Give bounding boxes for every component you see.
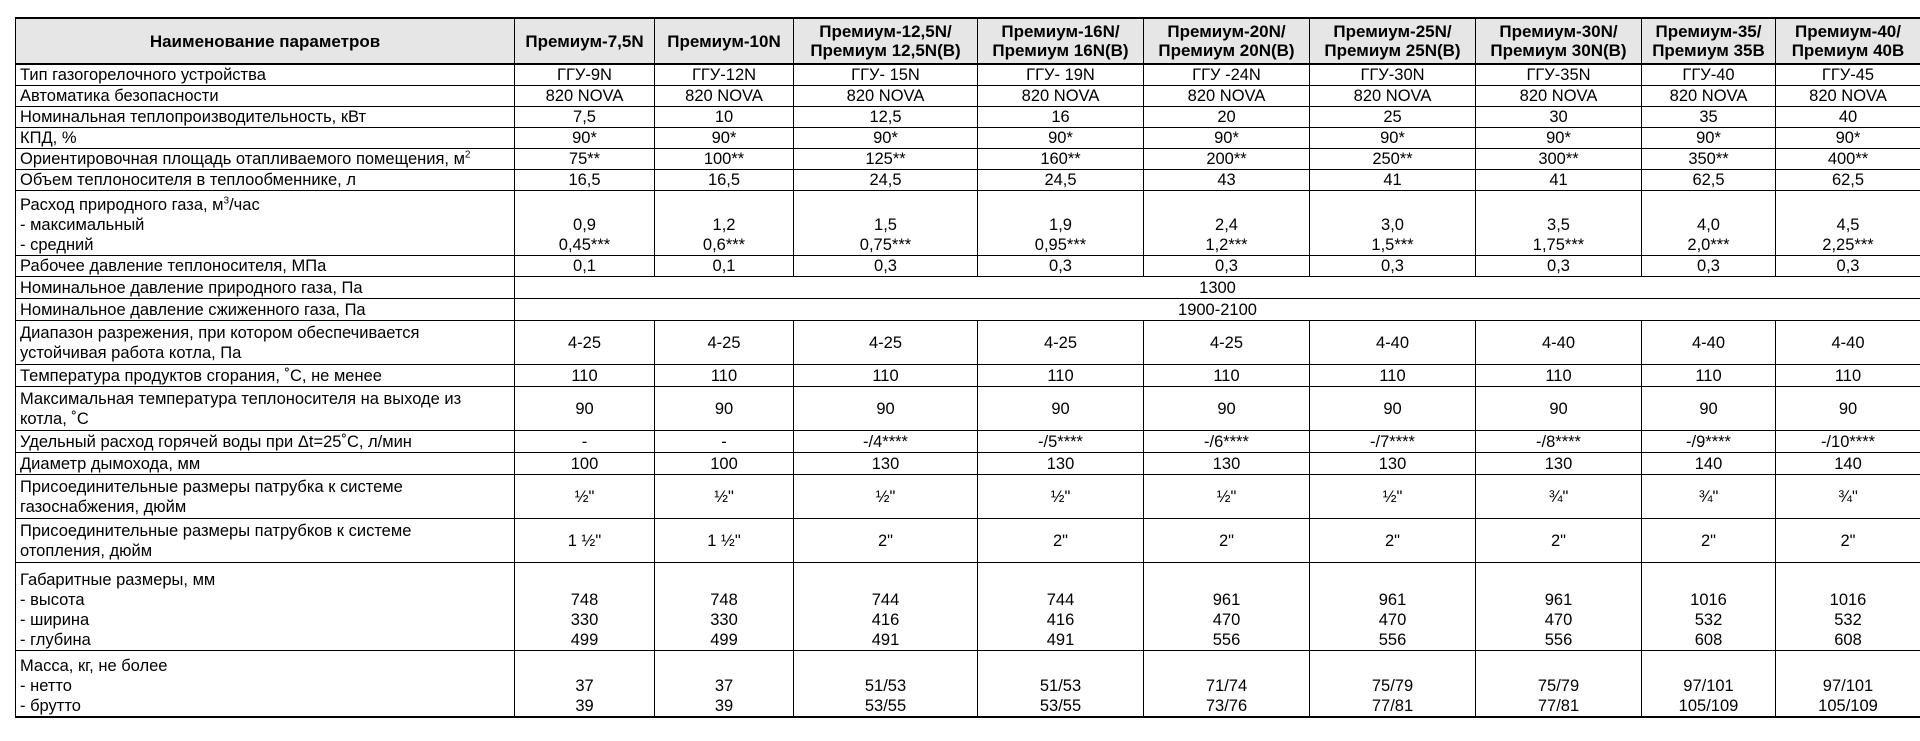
value-cell: 62,5 (1776, 170, 1920, 191)
value-cell: 51/53 53/55 (978, 651, 1144, 717)
value-cell: 820 NOVA (1144, 86, 1310, 107)
value-cell: ГГУ-45 (1776, 64, 1920, 86)
value-cell: 140 (1642, 453, 1776, 475)
value-cell: 160** (978, 149, 1144, 170)
value-cell: - (515, 431, 655, 453)
model-header: Премиум-40/ Премиум 40В (1776, 18, 1920, 64)
value-cell: 2" (1776, 519, 1920, 563)
value-cell: -/4**** (794, 431, 978, 453)
value-cell: 130 (794, 453, 978, 475)
value-cell: 20 (1144, 107, 1310, 128)
value-cell: 2" (978, 519, 1144, 563)
value-cell: 130 (1476, 453, 1642, 475)
value-cell: 90 (978, 387, 1144, 431)
param-label: Удельный расход горячей воды при Δt=25˚С, л/мин (16, 431, 515, 453)
value-cell: 90 (1776, 387, 1920, 431)
value-cell: 2" (1476, 519, 1642, 563)
param-label: Объем теплоносителя в теплообменнике, л (16, 170, 515, 191)
value-cell: 110 (978, 365, 1144, 387)
param-label: Тип газогорелочного устройства (16, 64, 515, 86)
model-header: Премиум-7,5N (515, 18, 655, 64)
value-cell: 90 (515, 387, 655, 431)
param-label: Диаметр дымохода, мм (16, 453, 515, 475)
row-volume (16, 170, 1920, 191)
value-cell: 1016 532 608 (1642, 563, 1776, 651)
value-cell: 350** (1642, 149, 1776, 170)
value-cell: 7,5 (515, 107, 655, 128)
value-cell: 110 (1476, 365, 1642, 387)
param-label: Присоединительные размеры патрубков к системе отопления, дюйм (16, 519, 515, 563)
value-cell: 1 ½" (655, 519, 794, 563)
value-cell: ½" (794, 475, 978, 519)
value-cell: 961 470 556 (1144, 563, 1310, 651)
value-cell: 0,3 (1310, 256, 1476, 277)
value-cell: ГГУ- 19N (978, 64, 1144, 86)
value-cell: 748 330 499 (515, 563, 655, 651)
param-label: Габаритные размеры, мм - высота - ширина - глубина (16, 563, 515, 651)
value-cell: 90* (655, 128, 794, 149)
value-cell: 51/53 53/55 (794, 651, 978, 717)
param-label: Ориентировочная площадь отапливаемого помещения, $м^2$ (16, 149, 515, 170)
value-cell: 110 (1776, 365, 1920, 387)
value-cell: 820 NOVA (515, 86, 655, 107)
value-cell: 110 (1144, 365, 1310, 387)
value-cell: ГГУ-12N (655, 64, 794, 86)
value-cell: ГГУ-30N (1310, 64, 1476, 86)
value-cell: ¾" (1476, 475, 1642, 519)
value-cell: 97/101 105/109 (1776, 651, 1920, 717)
value-cell: 71/74 73/76 (1144, 651, 1310, 717)
value-cell: 110 (1642, 365, 1776, 387)
value-cell: 2,4 1,2*** (1144, 191, 1310, 256)
value-cell: 140 (1776, 453, 1920, 475)
value-cell: 130 (1144, 453, 1310, 475)
value-cell: 744 416 491 (978, 563, 1144, 651)
row-gas-connection (16, 475, 1920, 519)
row-burner (16, 64, 1920, 86)
model-header: Премиум-20N/ Премиум 20N(В) (1144, 18, 1310, 64)
value-cell: 0,9 0,45*** (515, 191, 655, 256)
value-cell: ½" (655, 475, 794, 519)
value-cell: 90* (1776, 128, 1920, 149)
value-cell: 90* (978, 128, 1144, 149)
value-cell: 90 (794, 387, 978, 431)
value-cell: 90* (1476, 128, 1642, 149)
row-mass (16, 651, 1920, 717)
value-cell: 820 NOVA (1776, 86, 1920, 107)
model-header: Премиум-12,5N/ Премиум 12,5N(В) (794, 18, 978, 64)
value-cell: 10 (655, 107, 794, 128)
value-cell: ½" (1144, 475, 1310, 519)
model-header: Премиум-25N/ Премиум 25N(В) (1310, 18, 1476, 64)
value-cell: 25 (1310, 107, 1476, 128)
value-cell: 300** (1476, 149, 1642, 170)
row-chimney (16, 453, 1920, 475)
value-cell: 2" (1310, 519, 1476, 563)
value-cell: 125** (794, 149, 978, 170)
value-cell: ¾" (1642, 475, 1776, 519)
value-cell: 2" (1642, 519, 1776, 563)
row-draft (16, 321, 1920, 365)
value-cell: 43 (1144, 170, 1310, 191)
value-cell: -/6**** (1144, 431, 1310, 453)
value-cell: 16,5 (655, 170, 794, 191)
value-cell: 75/79 77/81 (1476, 651, 1642, 717)
value-cell: 820 NOVA (655, 86, 794, 107)
value-cell: 130 (1310, 453, 1476, 475)
value-cell: 100 (655, 453, 794, 475)
header-row (16, 18, 1920, 64)
value-cell: 130 (978, 453, 1144, 475)
value-cell: 961 470 556 (1476, 563, 1642, 651)
value-cell: 3,5 1,75*** (1476, 191, 1642, 256)
param-label: КПД, % (16, 128, 515, 149)
value-cell: ½" (515, 475, 655, 519)
value-cell: -/10**** (1776, 431, 1920, 453)
value-cell: 90* (1642, 128, 1776, 149)
spec-body (16, 64, 1920, 717)
value-cell: 100 (515, 453, 655, 475)
value-cell: 4,0 2,0*** (1642, 191, 1776, 256)
value-cell: 4-25 (978, 321, 1144, 365)
value-cell: 37 39 (655, 651, 794, 717)
model-header: Премиум-16N/ Премиум 16N(В) (978, 18, 1144, 64)
model-header: Премиум-35/ Премиум 35В (1642, 18, 1776, 64)
row-heating-connection (16, 519, 1920, 563)
value-cell: 90* (515, 128, 655, 149)
row-hot-water (16, 431, 1920, 453)
value-cell: 1,2 0,6*** (655, 191, 794, 256)
value-cell: 110 (515, 365, 655, 387)
value-cell: 90* (1144, 128, 1310, 149)
value-cell: 200** (1144, 149, 1310, 170)
value-cell: 37 39 (515, 651, 655, 717)
value-cell: 0,3 (978, 256, 1144, 277)
value-cell: 90* (1310, 128, 1476, 149)
value-cell: 110 (655, 365, 794, 387)
model-header: Премиум-10N (655, 18, 794, 64)
value-cell: 110 (794, 365, 978, 387)
spec-table (15, 17, 1920, 718)
value-cell: 12,5 (794, 107, 978, 128)
value-cell: 250** (1310, 149, 1476, 170)
param-label: Номинальная теплопроизводительность, кВт (16, 107, 515, 128)
row-natural-gas-pressure (16, 277, 1920, 299)
value-cell: 75** (515, 149, 655, 170)
param-header: Наименование параметров (16, 18, 515, 64)
value-cell: -/7**** (1310, 431, 1476, 453)
value-cell-merged: 1300 (515, 277, 1920, 299)
value-cell: -/5**** (978, 431, 1144, 453)
value-cell-merged: 1900-2100 (515, 299, 1920, 321)
value-cell: 4-25 (515, 321, 655, 365)
value-cell: ½" (978, 475, 1144, 519)
value-cell: ¾" (1776, 475, 1920, 519)
value-cell: 110 (1310, 365, 1476, 387)
value-cell: 2" (1144, 519, 1310, 563)
param-label: Рабочее давление теплоносителя, МПа (16, 256, 515, 277)
value-cell: 100** (655, 149, 794, 170)
value-cell: 0,1 (655, 256, 794, 277)
value-cell: -/9**** (1642, 431, 1776, 453)
value-cell: 90 (655, 387, 794, 431)
value-cell: 2" (794, 519, 978, 563)
value-cell: 1016 532 608 (1776, 563, 1920, 651)
value-cell: 4-40 (1642, 321, 1776, 365)
value-cell: 1,9 0,95*** (978, 191, 1144, 256)
param-label: Автоматика безопасности (16, 86, 515, 107)
value-cell: 0,1 (515, 256, 655, 277)
param-label: Диапазон разрежения, при котором обеспечивается устойчивая работа котла, Па (16, 321, 515, 365)
value-cell: ½" (1310, 475, 1476, 519)
param-label: Присоединительные размеры патрубка к системе газоснабжения, дюйм (16, 475, 515, 519)
value-cell: 41 (1476, 170, 1642, 191)
row-area (16, 149, 1920, 170)
row-efficiency (16, 128, 1920, 149)
value-cell: 400** (1776, 149, 1920, 170)
value-cell: 90* (794, 128, 978, 149)
param-label: Масса, кг, не более - нетто - брутто (16, 651, 515, 717)
param-label: Номинальное давление сжиженного газа, Па (16, 299, 515, 321)
value-cell: 40 (1776, 107, 1920, 128)
row-lpg-pressure (16, 299, 1920, 321)
value-cell: 820 NOVA (1642, 86, 1776, 107)
value-cell: 90 (1310, 387, 1476, 431)
value-cell: 4-40 (1776, 321, 1920, 365)
param-label: Расход природного газа, $м^3$/час - максимальный - средний (16, 191, 515, 256)
value-cell: 1,5 0,75*** (794, 191, 978, 256)
value-cell: ГГУ-9N (515, 64, 655, 86)
value-cell: ГГУ -24N (1144, 64, 1310, 86)
value-cell: 4-25 (655, 321, 794, 365)
value-cell: 35 (1642, 107, 1776, 128)
value-cell: 820 NOVA (978, 86, 1144, 107)
row-flue-temp (16, 365, 1920, 387)
value-cell: 24,5 (978, 170, 1144, 191)
value-cell: 4-40 (1476, 321, 1642, 365)
value-cell: - (655, 431, 794, 453)
value-cell: 4,5 2,25*** (1776, 191, 1920, 256)
row-gas-flow (16, 191, 1920, 256)
value-cell: 16 (978, 107, 1144, 128)
value-cell: 90 (1642, 387, 1776, 431)
value-cell: 97/101 105/109 (1642, 651, 1776, 717)
value-cell: 24,5 (794, 170, 978, 191)
model-header: Премиум-30N/ Премиум 30N(В) (1476, 18, 1642, 64)
row-automatics (16, 86, 1920, 107)
row-power (16, 107, 1920, 128)
value-cell: 0,3 (1476, 256, 1642, 277)
value-cell: 820 NOVA (1310, 86, 1476, 107)
value-cell: 1 ½" (515, 519, 655, 563)
value-cell: ГГУ-40 (1642, 64, 1776, 86)
value-cell: 820 NOVA (794, 86, 978, 107)
value-cell: 75/79 77/81 (1310, 651, 1476, 717)
value-cell: 0,3 (1144, 256, 1310, 277)
row-dimensions (16, 563, 1920, 651)
value-cell: 748 330 499 (655, 563, 794, 651)
value-cell: 90 (1144, 387, 1310, 431)
param-label: Максимальная температура теплоносителя на выходе из котла, ˚С (16, 387, 515, 431)
value-cell: 0,3 (1776, 256, 1920, 277)
value-cell: 0,3 (1642, 256, 1776, 277)
value-cell: 744 416 491 (794, 563, 978, 651)
value-cell: 3,0 1,5*** (1310, 191, 1476, 256)
value-cell: 4-40 (1310, 321, 1476, 365)
value-cell: ГГУ-35N (1476, 64, 1642, 86)
value-cell: 41 (1310, 170, 1476, 191)
value-cell: 16,5 (515, 170, 655, 191)
value-cell: 30 (1476, 107, 1642, 128)
param-label: Номинальное давление природного газа, Па (16, 277, 515, 299)
row-pressure (16, 256, 1920, 277)
row-max-temp (16, 387, 1920, 431)
value-cell: 4-25 (1144, 321, 1310, 365)
param-label: Температура продуктов сгорания, ˚С, не менее (16, 365, 515, 387)
value-cell: 62,5 (1642, 170, 1776, 191)
value-cell: 0,3 (794, 256, 978, 277)
value-cell: 961 470 556 (1310, 563, 1476, 651)
value-cell: 4-25 (794, 321, 978, 365)
value-cell: 90 (1476, 387, 1642, 431)
value-cell: 820 NOVA (1476, 86, 1642, 107)
value-cell: ГГУ- 15N (794, 64, 978, 86)
value-cell: -/8**** (1476, 431, 1642, 453)
